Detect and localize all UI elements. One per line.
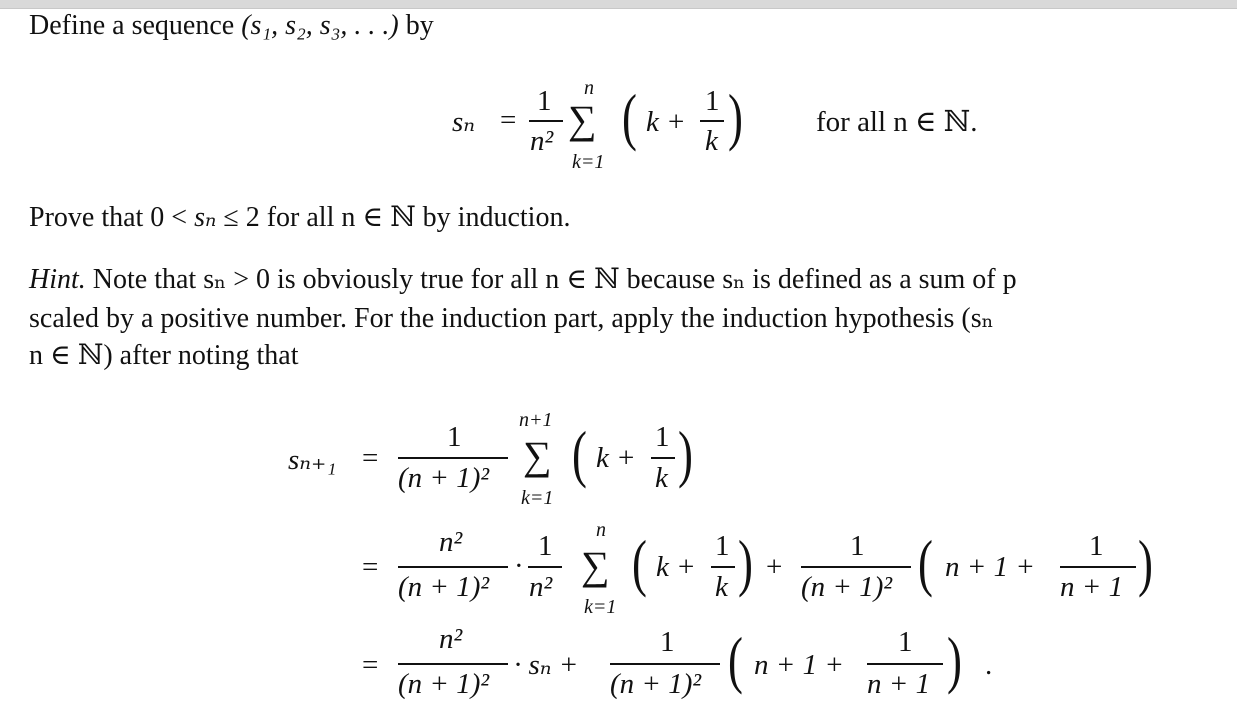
row2-inum: 1	[715, 530, 730, 562]
deriv-lhs: sₙ₊₁	[288, 444, 337, 476]
row3-tnum: 1	[898, 626, 913, 658]
row2-num3: 1	[850, 530, 865, 562]
row1-sigma-icon: ∑	[523, 433, 552, 478]
row2-num2: 1	[538, 530, 553, 562]
row2-den3: (n + 1)²	[801, 571, 893, 603]
row2-right-paren-icon: )	[738, 527, 753, 598]
hint-label: Hint.	[29, 264, 86, 295]
hint-line-3	[29, 342, 298, 370]
def-sum-upper: n	[584, 77, 594, 99]
row2-tnum: 1	[1089, 530, 1104, 562]
row3-tden: n + 1	[867, 668, 931, 700]
row2-den1: (n + 1)²	[398, 571, 490, 603]
def-coef-den: n²	[530, 125, 554, 157]
row3-right-paren-icon: )	[947, 624, 962, 695]
row2-bar2	[528, 566, 562, 568]
def-lhs: sₙ	[452, 106, 476, 138]
def-summand: k +	[646, 106, 686, 138]
row1-den: (n + 1)²	[398, 462, 490, 494]
row2-left-paren-icon: (	[632, 527, 647, 598]
intro-by: by	[405, 10, 434, 41]
row3-num1: n²	[439, 623, 463, 655]
row3-tbar	[867, 663, 943, 665]
window-top-strip	[0, 0, 1237, 9]
def-condition: for all n ∈ ℕ.	[816, 106, 978, 138]
task-prefix: Prove that 0 <	[29, 202, 188, 233]
row2-tbar	[1060, 566, 1136, 568]
row2-den2: n²	[529, 571, 553, 603]
deriv-eq-3: =	[362, 649, 379, 681]
def-inner-bar	[700, 120, 724, 122]
row2-plus: +	[766, 551, 783, 583]
row1-bar	[398, 457, 508, 459]
def-right-paren-icon: )	[728, 81, 743, 152]
row1-upper: n+1	[519, 409, 553, 431]
row3-mid: · sₙ +	[514, 649, 579, 681]
row2-bar3	[801, 566, 911, 568]
row1-summand: k +	[596, 442, 636, 474]
row1-right-paren-icon: )	[678, 418, 693, 489]
task-line	[29, 204, 570, 232]
row3-bar1	[398, 663, 508, 665]
row1-left-paren-icon: (	[572, 418, 587, 489]
def-eq: =	[500, 104, 517, 136]
hint-text-3: n ∈ ℕ) after noting that	[29, 340, 299, 371]
row2-lower: k=1	[584, 596, 617, 618]
def-inner-den: k	[705, 125, 718, 157]
intro-text: Define a sequence	[29, 10, 235, 41]
hint-text-2: scaled by a positive number. For the induction part, apply the induction hypothesis (sₙ	[29, 303, 994, 334]
row2-upper: n	[596, 519, 606, 541]
hint-line-1	[29, 266, 1017, 294]
row2-right-paren2-icon: )	[1138, 527, 1153, 598]
deriv-eq-2: =	[362, 551, 379, 583]
row3-term: n + 1 +	[754, 649, 844, 681]
task-mid: sₙ	[194, 202, 217, 233]
row2-num1: n²	[439, 526, 463, 558]
row2-sigma-icon: ∑	[581, 543, 610, 588]
row2-tden: n + 1	[1060, 571, 1124, 603]
row1-num: 1	[447, 421, 462, 453]
def-sum-lower: k=1	[572, 151, 605, 173]
row2-iden: k	[715, 571, 728, 603]
intro-sequence: (s₁, s₂, s₃, . . .)	[241, 10, 399, 41]
def-sigma-icon: ∑	[568, 97, 597, 142]
row2-left-paren2-icon: (	[918, 527, 933, 598]
row2-dot: ·	[514, 550, 524, 582]
row2-bar1	[398, 566, 508, 568]
def-left-paren-icon: (	[622, 81, 637, 152]
row3-num2: 1	[660, 626, 675, 658]
row3-left-paren-icon: (	[728, 624, 743, 695]
row3-den1: (n + 1)²	[398, 668, 490, 700]
hint-text-1: Note that sₙ > 0 is obviously true for all n ∈ ℕ because sₙ is defined as a sum of p	[92, 264, 1017, 295]
def-coef-num: 1	[537, 85, 552, 117]
row3-den2: (n + 1)²	[610, 668, 702, 700]
row2-term: n + 1 +	[945, 551, 1035, 583]
def-inner-num: 1	[705, 85, 720, 117]
task-suffix: ≤ 2 for all n ∈ ℕ by induction.	[223, 202, 571, 233]
hint-line-2	[29, 305, 994, 333]
def-coef-bar	[529, 120, 563, 122]
row1-inum: 1	[655, 421, 670, 453]
row1-iden: k	[655, 462, 668, 494]
deriv-eq-1: =	[362, 442, 379, 474]
intro-line	[29, 12, 434, 40]
row3-end: .	[985, 649, 993, 681]
row1-lower: k=1	[521, 487, 554, 509]
row2-summand: k +	[656, 551, 696, 583]
row2-ibar	[711, 566, 735, 568]
row3-bar2	[610, 663, 720, 665]
row1-ibar	[651, 457, 675, 459]
